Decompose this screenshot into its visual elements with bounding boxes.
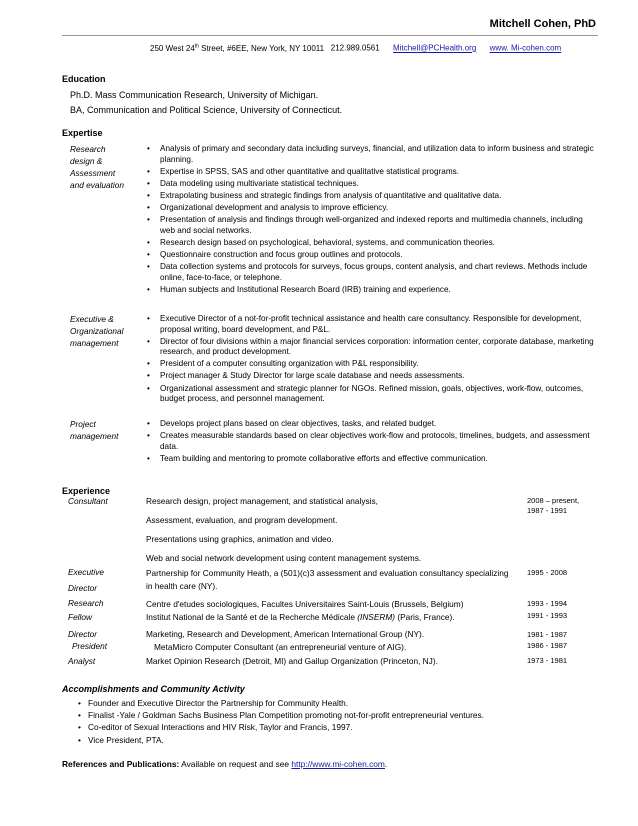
list-item: • Creates measurable standards based on clear objectives work-flow and protocols, timelines, budgets, and assessment data. <box>146 431 596 452</box>
executive-desc: Partnership for Community Heath, a (501)(c)3 assessment and evaluation consultancy specializing in health care (NY). <box>146 568 509 591</box>
consultant-dates: 2008 – present, 1987 - 1991 <box>527 496 580 515</box>
expertise-label-executive: Executive & Organizational management <box>70 314 124 348</box>
list-item: • Director of four divisions within a major financial services corporation: information center, corporate database, marketing research, and product development. <box>146 337 596 358</box>
research-desc: Centre d'etudes sociologiques, Facultes Universitaires Saint-Louis (Brussels, Belgium) Institut National de la Santé et de la Recherche Médicale (INSERM) (Paris, France). <box>146 599 464 622</box>
list-item: • Organizational development and analysis to improve efficiency. <box>146 203 596 214</box>
list-item: • Co-editor of Sexual Interactions and HIV Risk, Taylor and Francis, 1997. <box>78 721 484 733</box>
role-research-fellow: Research Fellow <box>68 598 104 622</box>
education-phd: Ph.D. Mass Communication Research, University of Michigan. <box>70 90 319 100</box>
list-item: • Develops project plans based on clear objectives, tasks, and related budget. <box>146 419 596 430</box>
role-executive-director: Executive Director <box>68 567 104 593</box>
education-heading: Education <box>62 74 106 84</box>
list-item: • Founder and Executive Director the Partnership for Community Health. <box>78 697 484 709</box>
list-item: • Team building and mentoring to promote collaborative efforts and effective communication. <box>146 454 596 465</box>
list-item: • Executive Director of a not-for-profit technical assistance and health care consultancy. Responsible for development, proposal writing, board development, and P&L. <box>146 314 596 335</box>
references-link[interactable]: http://www.mi-cohen.com <box>291 759 385 769</box>
director-desc: Marketing, Research and Development, American International Group (NY). MetaMicro Computer Consultant (an entrepreneurial venture of AIG). <box>146 629 425 652</box>
analyst-date: 1973 - 1981 <box>527 656 568 665</box>
list-item: • Human subjects and Institutional Research Board (IRB) training and experience. <box>146 285 596 296</box>
list-item: • Organizational assessment and strategic planner for NGOs. Refined mission, goals, objectives, work-flow, outcomes, budget process, and personnel management. <box>146 384 596 405</box>
list-item: • President of a computer consulting organization with P&L responsibility. <box>146 359 596 370</box>
analyst-desc: Market Opinion Research (Detroit, MI) and Gallup Organization (Princeton, NJ). <box>146 656 438 666</box>
experience-heading: Experience <box>62 486 111 496</box>
accomplishments-heading: Accomplishments and Community Activity <box>62 684 245 694</box>
website-link[interactable]: www. Mi-cohen.com <box>489 43 562 53</box>
list-item: • Data modeling using multivariate statistical techniques. <box>146 179 596 190</box>
list-item: • Presentation of analysis and findings through well-organized and indexed reports and multimedia channels, including web and social networks. <box>146 215 596 236</box>
email-link[interactable]: Mitchell@PCHealth.org <box>393 43 477 53</box>
expertise-list-research <box>146 144 596 297</box>
list-item: • Expertise in SPSS, SAS and other quantitative and qualitative statistical programs. <box>146 167 596 178</box>
expertise-list-executive <box>146 314 596 406</box>
list-item: • Extrapolating business and strategic findings from analysis of quantitative and qualitative data. <box>146 191 596 202</box>
expertise-list-project <box>146 419 596 466</box>
role-director-president: Director President <box>68 629 108 651</box>
list-item: • Vice President, PTA. <box>78 734 484 746</box>
address: 250 West 24th Street, #6EE, New York, NY 10011 <box>150 43 325 53</box>
role-consultant: Consultant <box>68 496 108 506</box>
list-item: • Finalist -Yale / Goldman Sachs Business Plan Competition promoting not-for-profit entrepreneurial ventures. <box>78 709 484 721</box>
references-label: References and Publications: <box>62 759 180 769</box>
education-ba: BA, Communication and Political Science, University of Connecticut. <box>70 105 343 115</box>
accomplishments-list <box>78 697 484 746</box>
research-dates: 1993 - 1994 1991 - 1993 <box>527 599 568 620</box>
list-item: • Project manager & Study Director for large scale database and needs assessments. <box>146 371 596 382</box>
header-divider <box>62 35 598 36</box>
references-line: References and Publications: Available on request and see http://www.mi-cohen.com. <box>62 759 388 769</box>
list-item: • Questionnaire construction and focus group outlines and protocols. <box>146 250 596 261</box>
list-item: • Data collection systems and protocols for surveys, focus groups, content analysis, and chart reviews. Methods include online, face-to-face, or telephone. <box>146 262 596 283</box>
role-analyst: Analyst <box>68 656 96 666</box>
consultant-desc: Research design, project management, and statistical analysis, Assessment, evaluation, and program development. Presentations using graphics, animation and video. Web and social network development using content management systems. <box>146 496 422 563</box>
list-item: • Research design based on psychological, behavioral, systems, and communication theories. <box>146 238 596 249</box>
phone: 212.989.0561 <box>330 43 380 53</box>
expertise-label-research: Research design & Assessment and evaluation <box>70 144 124 190</box>
executive-date: 1995 - 2008 <box>527 568 568 577</box>
expertise-label-project: Project management <box>70 419 119 441</box>
resume-name: Mitchell Cohen, PhD <box>489 18 596 30</box>
contact-line <box>150 43 561 53</box>
expertise-heading: Expertise <box>62 128 103 138</box>
list-item: • Analysis of primary and secondary data including surveys, financial, and utilization data to inform business and strategic planning. <box>146 144 596 165</box>
director-dates: 1981 - 1987 1986 - 1987 <box>527 630 568 650</box>
